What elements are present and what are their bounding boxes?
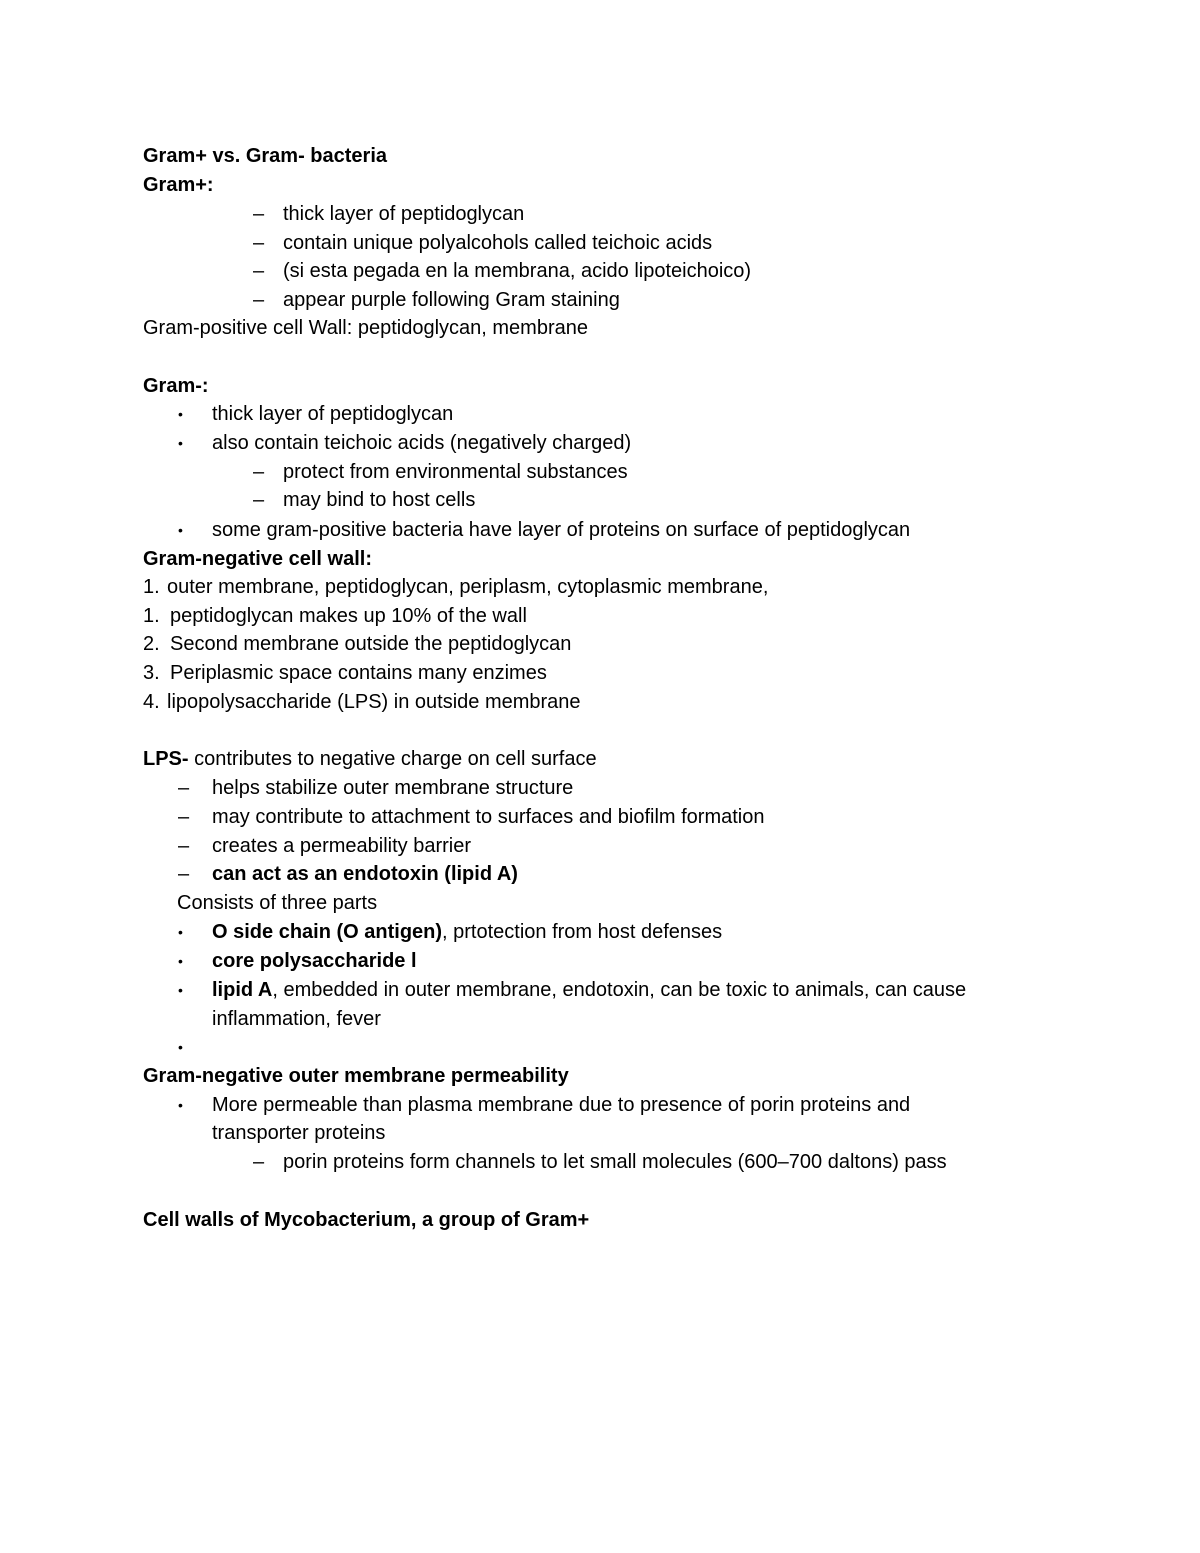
part-name: lipid A: [212, 979, 273, 1001]
permeability-heading: Gram-negative outer membrane permeability: [143, 1065, 569, 1087]
list-item-text: peptidoglycan makes up 10% of the wall: [170, 605, 527, 627]
list-item-text: some gram-positive bacteria have layer of proteins on surface of peptidoglycan: [212, 519, 911, 541]
list-item-text: (si esta pegada en la membrana, acido lipoteichoico): [283, 260, 752, 282]
dash-marker: –: [253, 203, 265, 225]
list-item-text: creates a permeability barrier: [212, 835, 471, 857]
list-item-text: thick layer of peptidoglycan: [212, 403, 454, 425]
bullet-marker: •: [178, 406, 183, 422]
list-item-text: [212, 976, 966, 1005]
document-title: Gram+ vs. Gram- bacteria: [143, 145, 388, 167]
list-item-text: contain unique polyalcohols called teichoic acids: [283, 232, 713, 254]
dash-marker: –: [178, 806, 190, 828]
item-number: 1.: [143, 605, 160, 627]
part-name: core polysaccharide l: [212, 950, 417, 972]
permeability-item-continuation: transporter proteins: [212, 1122, 386, 1144]
item-number: 2.: [143, 633, 160, 655]
list-item-text: [212, 947, 417, 976]
gram-positive-heading: Gram+:: [143, 174, 214, 196]
gram-positive-wall-text: Gram-positive cell Wall: peptidoglycan, membrane: [143, 317, 588, 339]
bullet-marker: •: [178, 982, 183, 998]
list-item-text: porin proteins form channels to let small molecules (600–700 daltons) pass: [283, 1151, 947, 1173]
item-number: 1.: [143, 576, 160, 598]
dash-marker: –: [253, 461, 265, 483]
bullet-marker: •: [178, 1097, 183, 1113]
list-item-text: lipopolysaccharide (LPS) in outside membrane: [167, 691, 581, 713]
list-item-text: More permeable than plasma membrane due to presence of porin proteins and: [212, 1094, 911, 1116]
list-item-text: may bind to host cells: [283, 489, 476, 511]
list-item-text: also contain teichoic acids (negatively charged): [212, 432, 632, 454]
list-item-text: [212, 918, 722, 947]
dash-marker: –: [253, 1151, 265, 1173]
bullet-marker: •: [178, 953, 183, 969]
gram-negative-heading: Gram-:: [143, 375, 209, 397]
mycobacterium-heading: Cell walls of Mycobacterium, a group of Gram+: [143, 1209, 590, 1231]
item-number: 3.: [143, 662, 160, 684]
lps-line: [143, 745, 597, 774]
dash-marker: –: [253, 260, 265, 282]
list-item-text: Periplasmic space contains many enzimes: [170, 662, 547, 684]
part-description: , prtotection from host defenses: [442, 921, 723, 943]
part-name: O side chain (O antigen): [212, 921, 443, 943]
bullet-marker: •: [178, 435, 183, 451]
lps-label: LPS-: [143, 748, 189, 770]
dash-marker: –: [253, 289, 265, 311]
lps-text: contributes to negative charge on cell surface: [188, 748, 597, 770]
list-item-text: can act as an endotoxin (lipid A): [212, 863, 518, 885]
bullet-marker: •: [178, 522, 183, 538]
list-item-text: appear purple following Gram staining: [283, 289, 620, 311]
bullet-marker: •: [178, 924, 183, 940]
gram-negative-wall-heading: Gram-negative cell wall:: [143, 548, 372, 570]
list-item-text: helps stabilize outer membrane structure: [212, 777, 574, 799]
lps-parts-intro: Consists of three parts: [177, 892, 378, 914]
list-item-text: thick layer of peptidoglycan: [283, 203, 525, 225]
list-item-text: protect from environmental substances: [283, 461, 628, 483]
list-item-text: Second membrane outside the peptidoglycan: [170, 633, 572, 655]
dash-marker: –: [178, 863, 190, 885]
list-item-text: outer membrane, peptidoglycan, periplasm, cytoplasmic membrane,: [167, 576, 769, 598]
bullet-marker: •: [178, 1039, 183, 1055]
dash-marker: –: [178, 835, 190, 857]
part-description: , embedded in outer membrane, endotoxin, can be toxic to animals, can cause: [272, 979, 967, 1001]
item-number: 4.: [143, 691, 160, 713]
dash-marker: –: [178, 777, 190, 799]
dash-marker: –: [253, 232, 265, 254]
dash-marker: –: [253, 489, 265, 511]
list-item-text: may contribute to attachment to surfaces and biofilm formation: [212, 806, 765, 828]
lps-part-continuation: inflammation, fever: [212, 1008, 381, 1030]
